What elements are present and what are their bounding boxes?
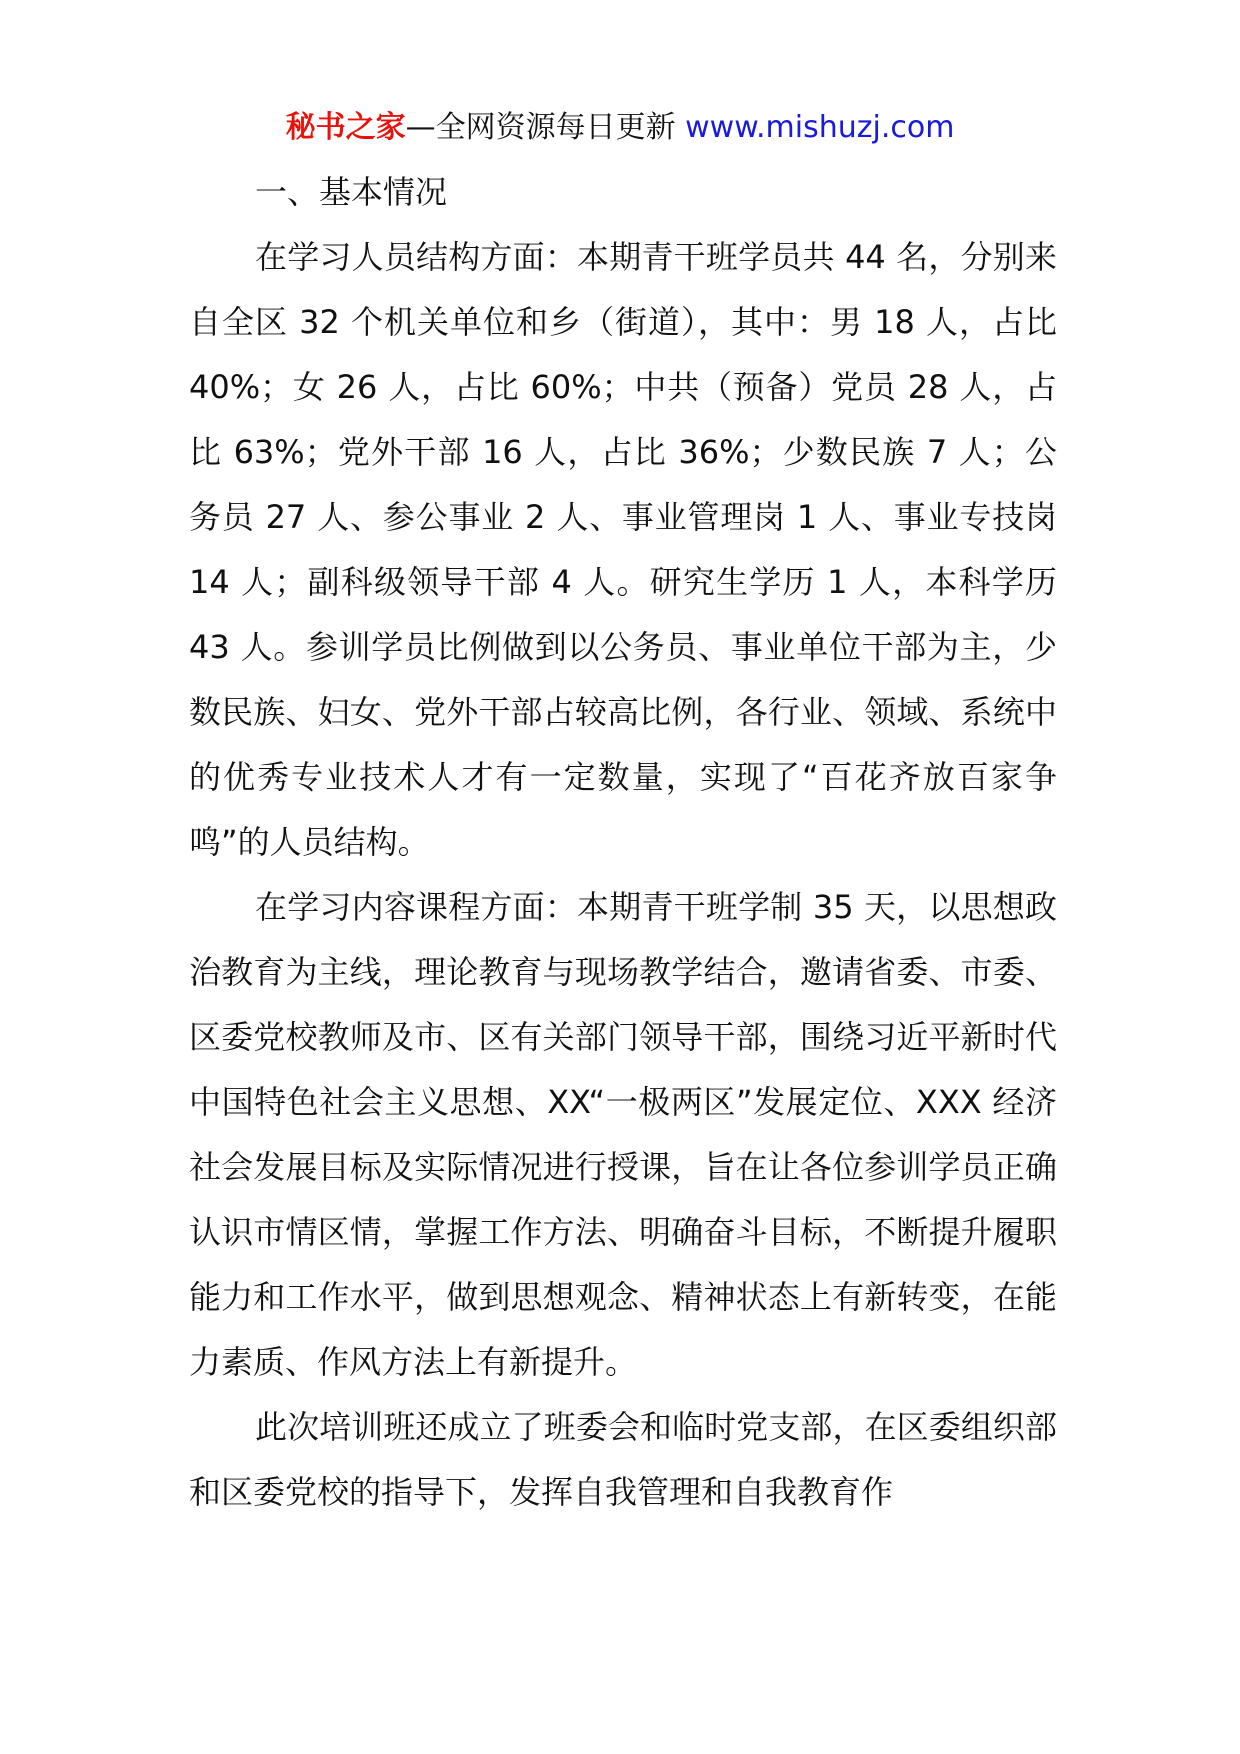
document-body bbox=[189, 160, 1057, 1525]
site-header bbox=[0, 98, 1240, 158]
site-url-link[interactable]: www.mishuzj.com bbox=[685, 110, 955, 145]
section-heading: 一、基本情况 bbox=[255, 173, 448, 211]
brand-name: 秘书之家 bbox=[285, 110, 406, 145]
header-tagline: —全网资源每日更新 bbox=[405, 110, 686, 145]
paragraph-course-content: 在学习内容课程方面：本期青干班学制 35 天，以思想政治教育为主线，理论教育与现场教学结合，邀请省委、市委、区委党校教师及市、区有关部门领导干部，围绕习近平新时代中国特色社会主义思想、XX“一极两区”发展定位、XXX 经济社会发展目标及实际情况进行授课，旨在让各位参训学员正确认识市情区情，掌握工作方法、明确奋斗目标，不断提升履职能力和工作水平，做到思想观念、精神状态上有新转变，在能力素质、作风方法上有新提升。 bbox=[189, 888, 1057, 1381]
paragraph-personnel-structure: 在学习人员结构方面：本期青干班学员共 44 名，分别来自全区 32 个机关单位和乡（街道），其中：男 18 人，占比 40%；女 26 人，占比 60%；中共（预备）党员 28 人，占比 63%；党外干部 16 人，占比 36%；少数民族 7 人；公务员 27 人、参公事业 2 人、事业管理岗 1 人、事业专技岗 14 人；副科级领导干部 4 人。研究生学历 1 人，本科学历 43 人。参训学员比例做到以公务员、事业单位干部为主，少数民族、妇女、党外干部占较高比例，各行业、领域、系统中的优秀专业技术人才有一定数量，实现了“百花齐放百家争鸣”的人员结构。 bbox=[189, 238, 1057, 861]
paragraph-class-committee: 此次培训班还成立了班委会和临时党支部，在区委组织部和区委党校的指导下，发挥自我管理和自我教育作 bbox=[189, 1408, 1057, 1511]
